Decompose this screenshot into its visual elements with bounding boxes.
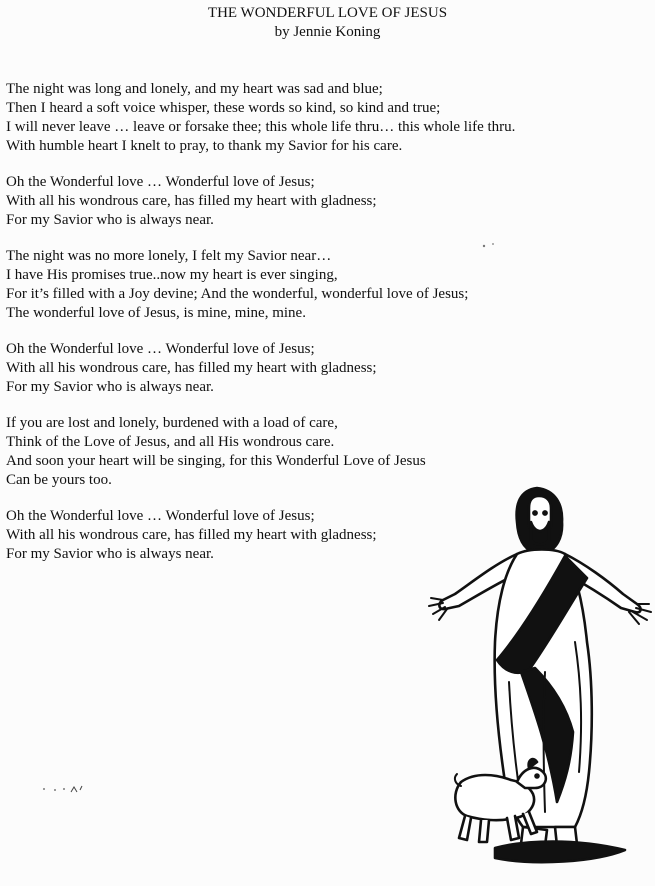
poem-line: For my Savior who is always near. xyxy=(6,379,214,395)
poem-line: I will never leave … leave or forsake thee; this whole life thru… this whole life thru. xyxy=(6,119,516,135)
poem-line: Then I heard a soft voice whisper, these words so kind, so kind and true; xyxy=(6,100,441,116)
poem-line: And soon your heart will be singing, for this Wonderful Love of Jesus xyxy=(6,453,426,469)
poem-line: Oh the Wonderful love … Wonderful love of Jesus; xyxy=(6,508,315,524)
poem-line: Oh the Wonderful love … Wonderful love of Jesus; xyxy=(6,174,315,190)
byline: by Jennie Koning xyxy=(274,24,381,40)
poem-line: With all his wondrous care, has filled my heart with gladness; xyxy=(6,193,377,209)
poem-line: I have His promises true..now my heart is ever singing, xyxy=(6,267,338,283)
poem-line: The wonderful love of Jesus, is mine, mine, mine. xyxy=(6,305,306,321)
poem-line: If you are lost and lonely, burdened with a load of care, xyxy=(6,415,338,431)
poem-line: For it’s filled with a Joy devine; And the wonderful, wonderful love of Jesus; xyxy=(6,286,469,302)
poem-line: Can be yours too. xyxy=(6,472,112,488)
poem-line: With humble heart I knelt to pray, to thank my Savior for his care. xyxy=(6,138,403,154)
poem-line: For my Savior who is always near. xyxy=(6,212,214,228)
poem-line: With all his wondrous care, has filled my heart with gladness; xyxy=(6,527,377,543)
poem-line: For my Savior who is always near. xyxy=(6,546,214,562)
jesus-with-lamb-icon xyxy=(425,482,655,882)
page-title: THE WONDERFUL LOVE OF JESUS xyxy=(207,5,448,21)
poem-line: With all his wondrous care, has filled my heart with gladness; xyxy=(6,360,377,376)
poem-line: Oh the Wonderful love … Wonderful love of Jesus; xyxy=(6,341,315,357)
poem-line: The night was long and lonely, and my heart was sad and blue; xyxy=(6,81,383,97)
poem-line: Think of the Love of Jesus, and all His wondrous care. xyxy=(6,434,335,450)
poem-line: The night was no more lonely, I felt my Savior near… xyxy=(6,248,332,264)
